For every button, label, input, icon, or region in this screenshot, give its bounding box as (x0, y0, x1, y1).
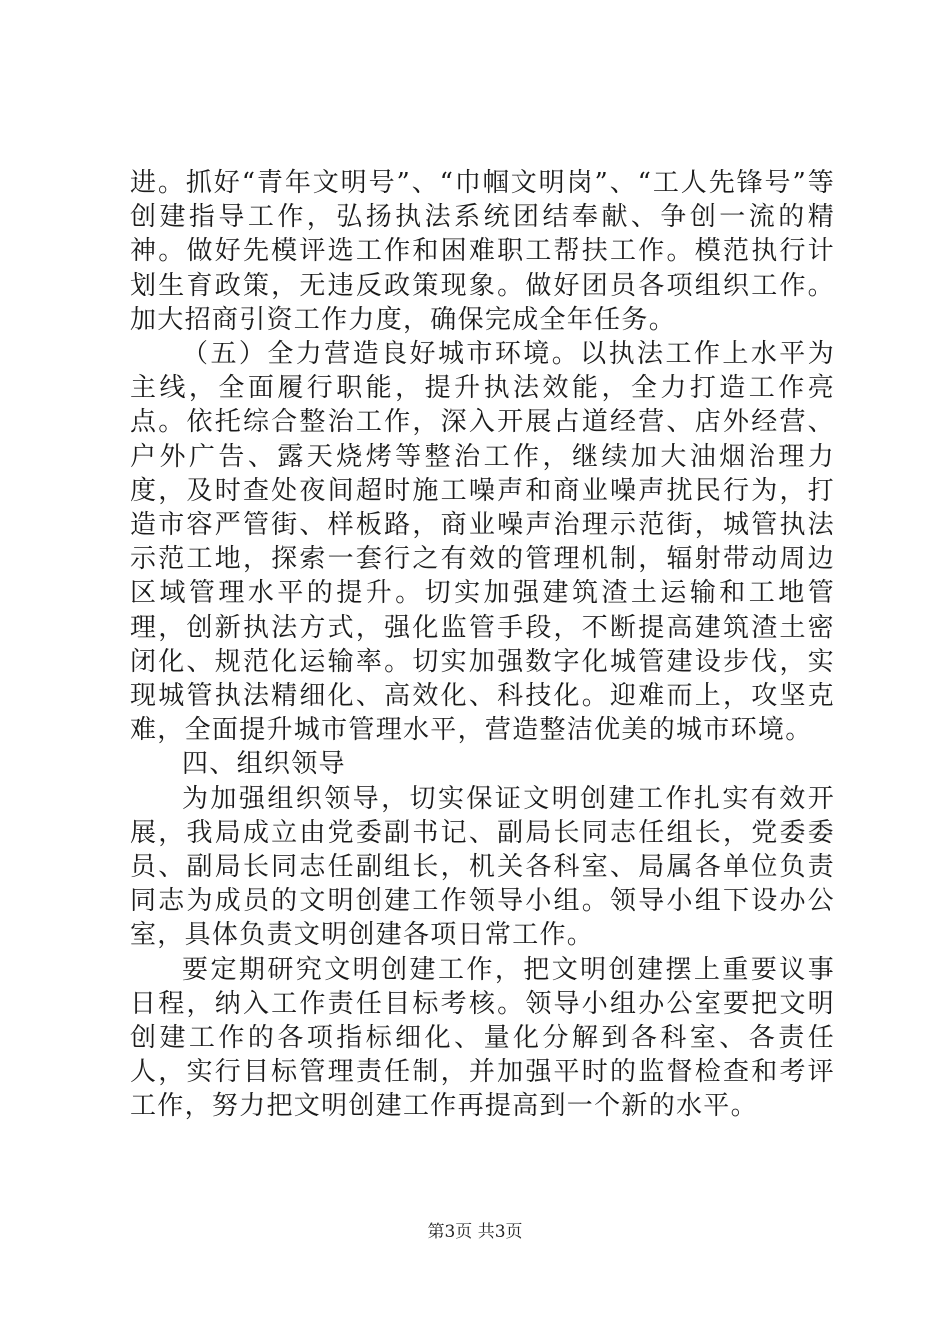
section-heading-organization: 四、组织领导 (182, 749, 346, 780)
document-body (130, 166, 835, 1124)
page-number-footer: 第3页 共3页 (427, 1222, 523, 1242)
paragraph-regular-research: 要定期研究文明创建工作，把文明创建摆上重要议事日程，纳入工作责任目标考核。领导小组办公室要把文明创建工作的各项指标细化、量化分解到各科室、各责任人，实行目标管理责任制，并加强平时的监督检查和考评工作，努力把文明创建工作再提高到一个新的水平。 (130, 954, 835, 1122)
paragraph-continuation: 进。抓好“青年文明号”、“巾帼文明岗”、“工人先锋号”等创建指导工作，弘扬执法系统团结奉献、争创一流的精神。做好先模评选工作和困难职工帮扶工作。模范执行计划生育政策，无违反政策现象。做好团员各项组织工作。加大招商引资工作力度，确保完成全年任务。 (130, 168, 835, 335)
paragraph-section-five: （五）全力营造良好城市环境。以执法工作上水平为主线，全面履行职能，提升执法效能，全力打造工作亮点。依托综合整治工作，深入开展占道经营、店外经营、户外广告、露天烧烤等整治工作，继续加大油烟治理力度，及时查处夜间超时施工噪声和商业噪声扰民行为，打造市容严管街、样板路，商业噪声治理示范街，城管执法示范工地，探索一套行之有效的管理机制，辐射带动周边区域管理水平的提升。切实加强建筑渣土运输和工地管理，创新执法方式，强化监管手段，不断提高建筑渣土密闭化、规范化运输率。切实加强数字化城管建设步伐，实现城管执法精细化、高效化、科技化。迎难而上，攻坚克难，全面提升城市管理水平，营造整洁优美的城市环境。 (130, 339, 835, 746)
paragraph-leadership-group: 为加强组织领导，切实保证文明创建工作扎实有效开展，我局成立由党委副书记、副局长同志任组长，党委委员、副局长同志任副组长，机关各科室、局属各单位负责同志为成员的文明创建工作领导小组。领导小组下设办公室，具体负责文明创建各项日常工作。 (130, 783, 835, 951)
